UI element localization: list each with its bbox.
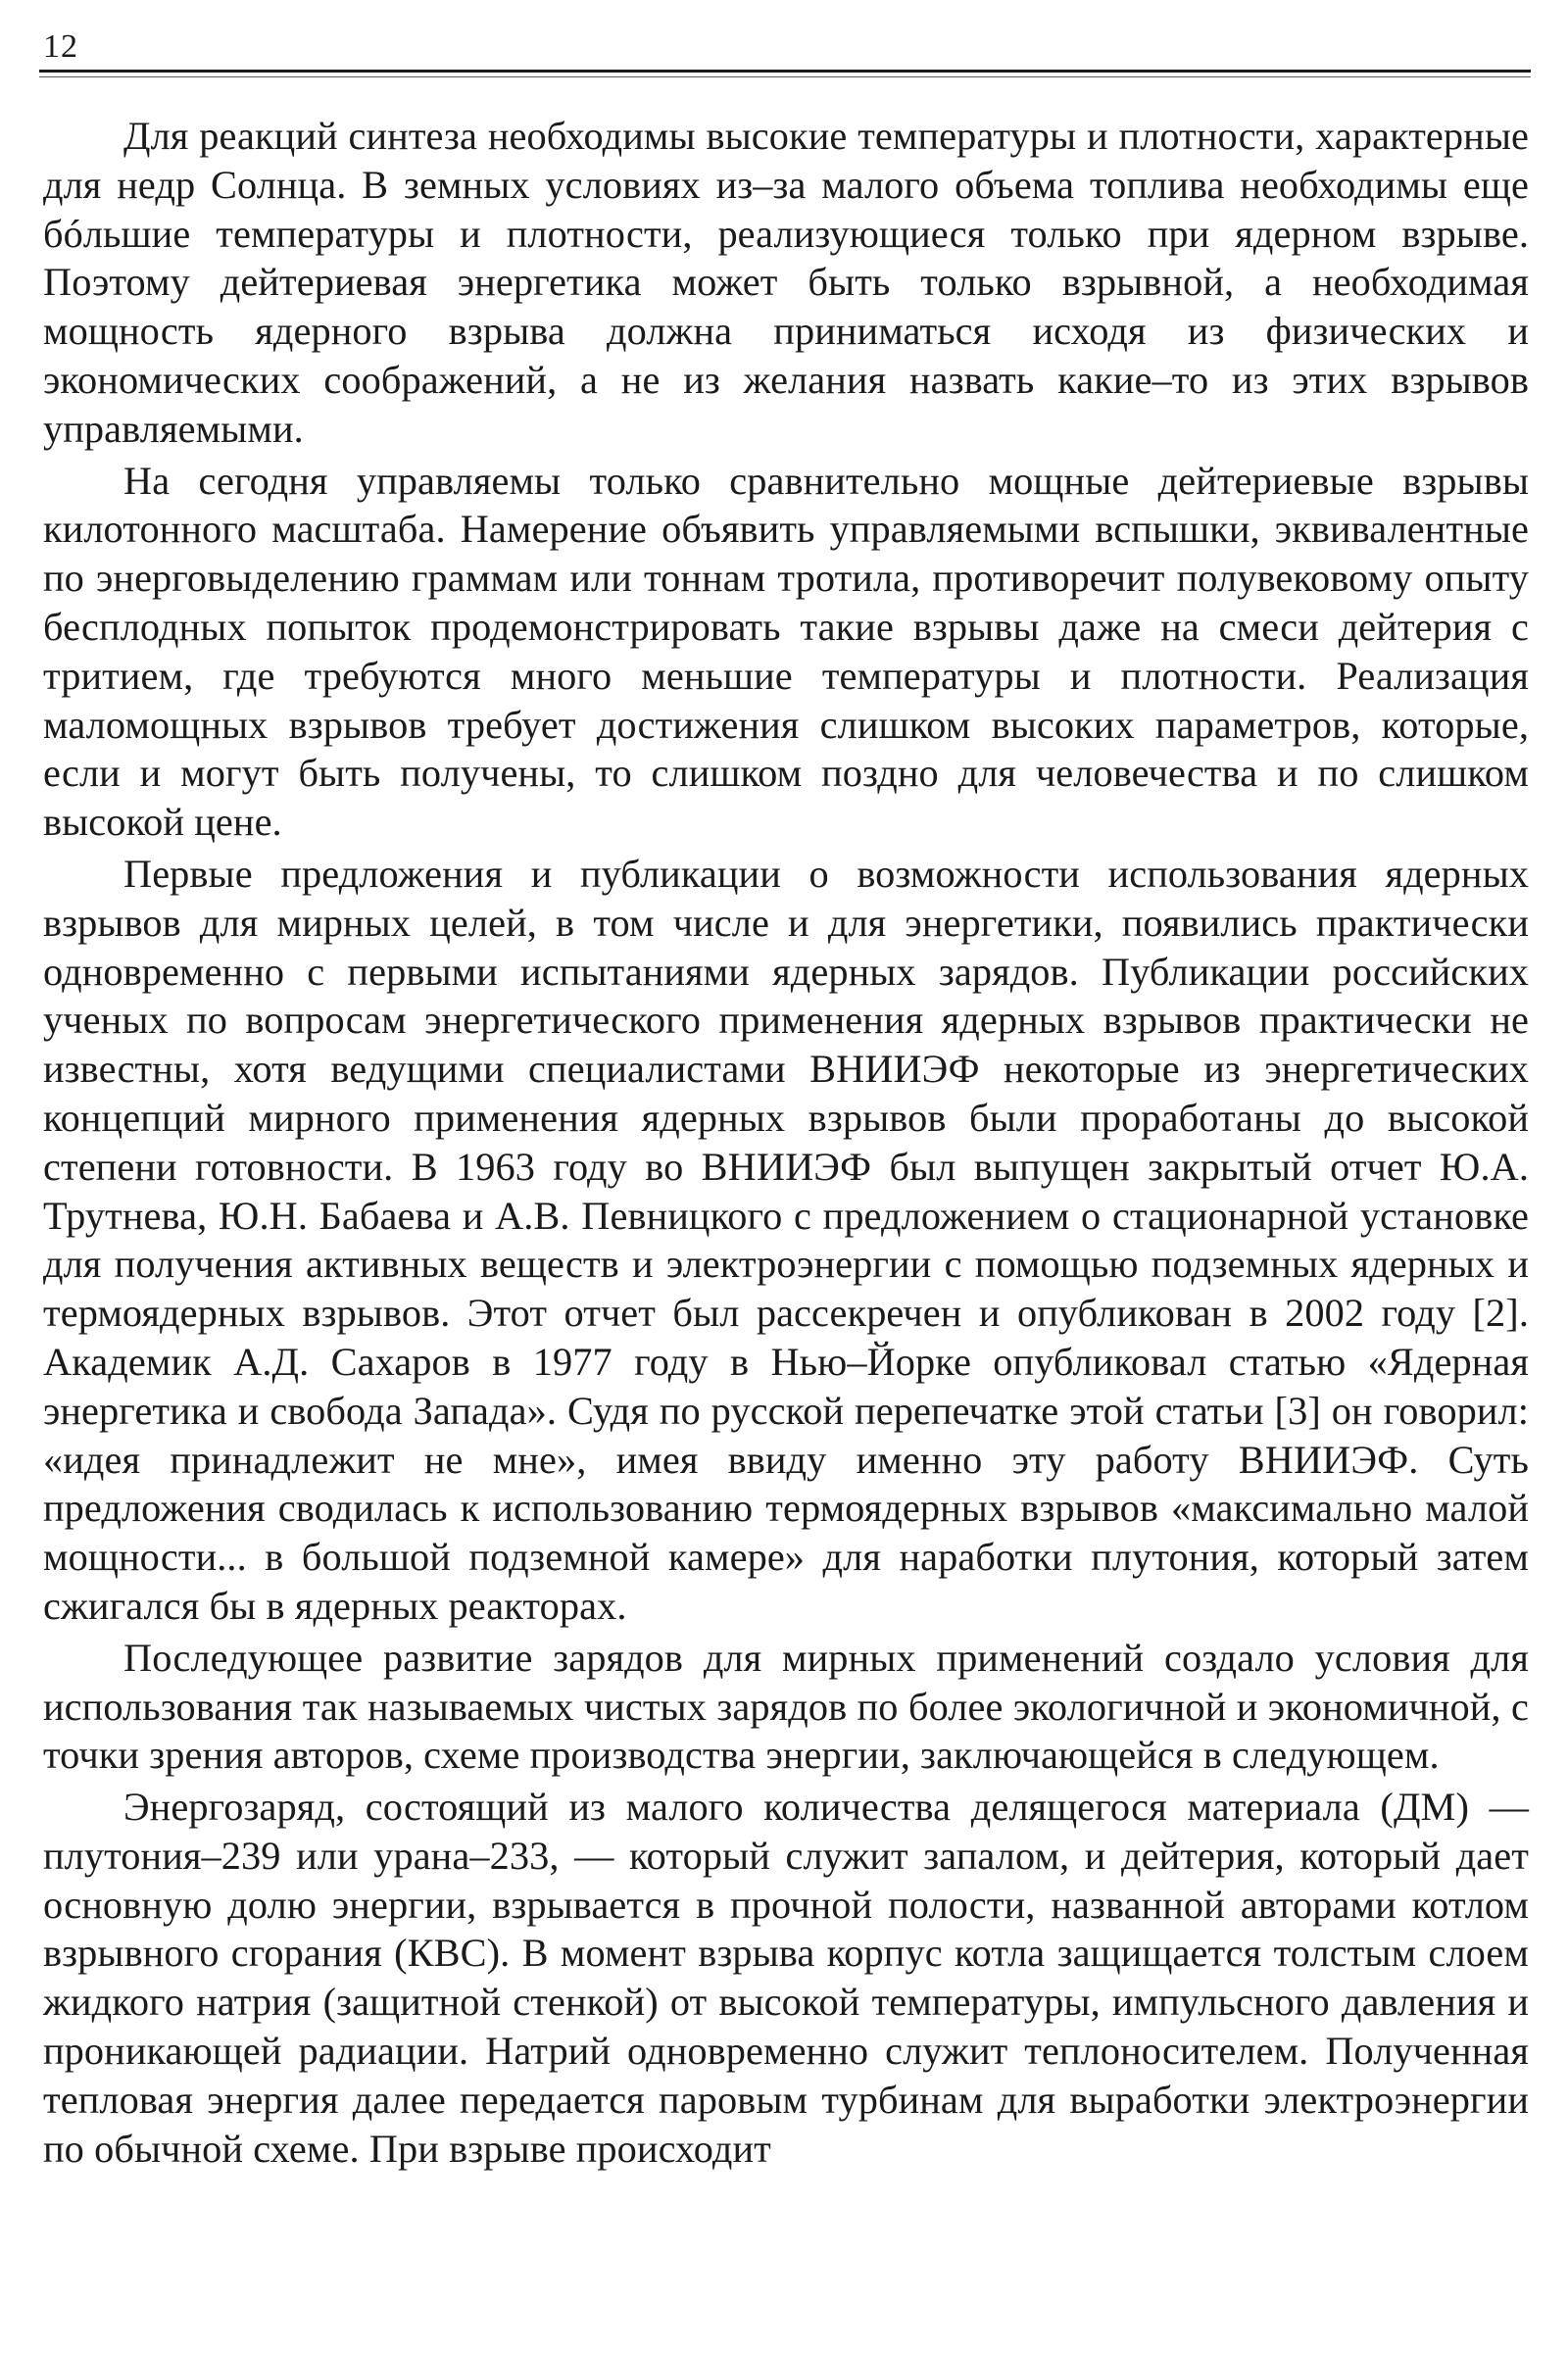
body-text [43, 112, 1529, 2176]
paragraph: Энергозаряд, состоящий из малого количества делящегося материала (ДМ) — плутония–239 или урана–233, — который служит запалом, и дейтерия, который дает основную долю энергии, взрывается в прочной полости, названной авторами котлом взрывного сгорания (КВС). В момент взрыва корпус котла защищается толстым слоем жидкого натрия (защитной стенкой) от высокой температуры, импульсного давления и проникающей радиации. Натрий одновременно служит теплоносителем. Полученная тепловая энергия далее передается паровым турбинам для выработки электроэнергии по обычной схеме. При взрыве происходит [43, 1785, 1529, 2171]
header-rule [39, 70, 1531, 73]
paragraph: Первые предложения и публикации о возможности использования ядерных взрывов для мирных целей, в том числе и для энергетики, появились практически одновременно с первыми испытаниями ядерных зарядов. Публикации российских ученых по вопросам энергетического применения ядерных взрывов практически не известны, хотя ведущими специалистами ВНИИЭФ некоторые из энергетических концепций мирного применения ядерных взрывов были проработаны до высокой степени готовности. В 1963 году во ВНИИЭФ был выпущен закрытый отчет Ю.А. Трутнева, Ю.Н. Бабаева и А.В. Певницкого с предложением о стационарной установке для получения активных веществ и электроэнергии с помощью подземных ядерных и термоядерных взрывов. Этот отчет был рассекречен и опубликован в 2002 году [2]. Академик А.Д. Сахаров в 1977 году в Нью–Йорке опубликовал статью «Ядерная энергетика и свобода Запада». Судя по русской перепечатке этой статьи [3] он говорил: «идея принадлежит не мне», имея ввиду именно эту работу ВНИИЭФ. Суть предложения сводилась к использованию термоядерных взрывов «максимально малой мощности... в большой подземной камере» для наработки плутония, который затем сжигался бы в ядерных реакторах. [43, 851, 1529, 1628]
paragraph: Для реакций синтеза необходимы высокие температуры и плотности, характерные для недр Солнца. В земных условиях из–за малого объема топлива необходимы еще бóльшие температуры и плотности, реализующиеся только при ядерном взрыве. Поэтому дейтериевая энергетика может быть только взрывной, а необходимая мощность ядерного взрыва должна приниматься исходя из физических и экономических соображений, а не из желания назвать какие–то из этих взрывов управляемыми. [43, 114, 1529, 451]
paragraph: Последующее развитие зарядов для мирных применений создало условия для использования так называемых чистых зарядов по более экологичной и экономичной, с точки зрения авторов, схеме производства энергии, заключающейся в следующем. [43, 1635, 1529, 1778]
header-rule-secondary [39, 76, 1531, 77]
page-number: 12 [43, 28, 78, 65]
paragraph: На сегодня управляемы только сравнительно мощные дейтериевые взрывы килотонного масштаба. Намерение объявить управляемыми вспышки, эквивалентные по энерговыделению граммам или тоннам тротила, противоречит полувековому опыту бесплодных попыток продемонстрировать такие взрывы даже на смеси дейтерия с тритием, где требуются много меньшие температуры и плотности. Реализация маломощных взрывов требует достижения слишком высоких параметров, которые, если и могут быть получены, то слишком поздно для человечества и по слишком высокой цене. [43, 458, 1529, 845]
